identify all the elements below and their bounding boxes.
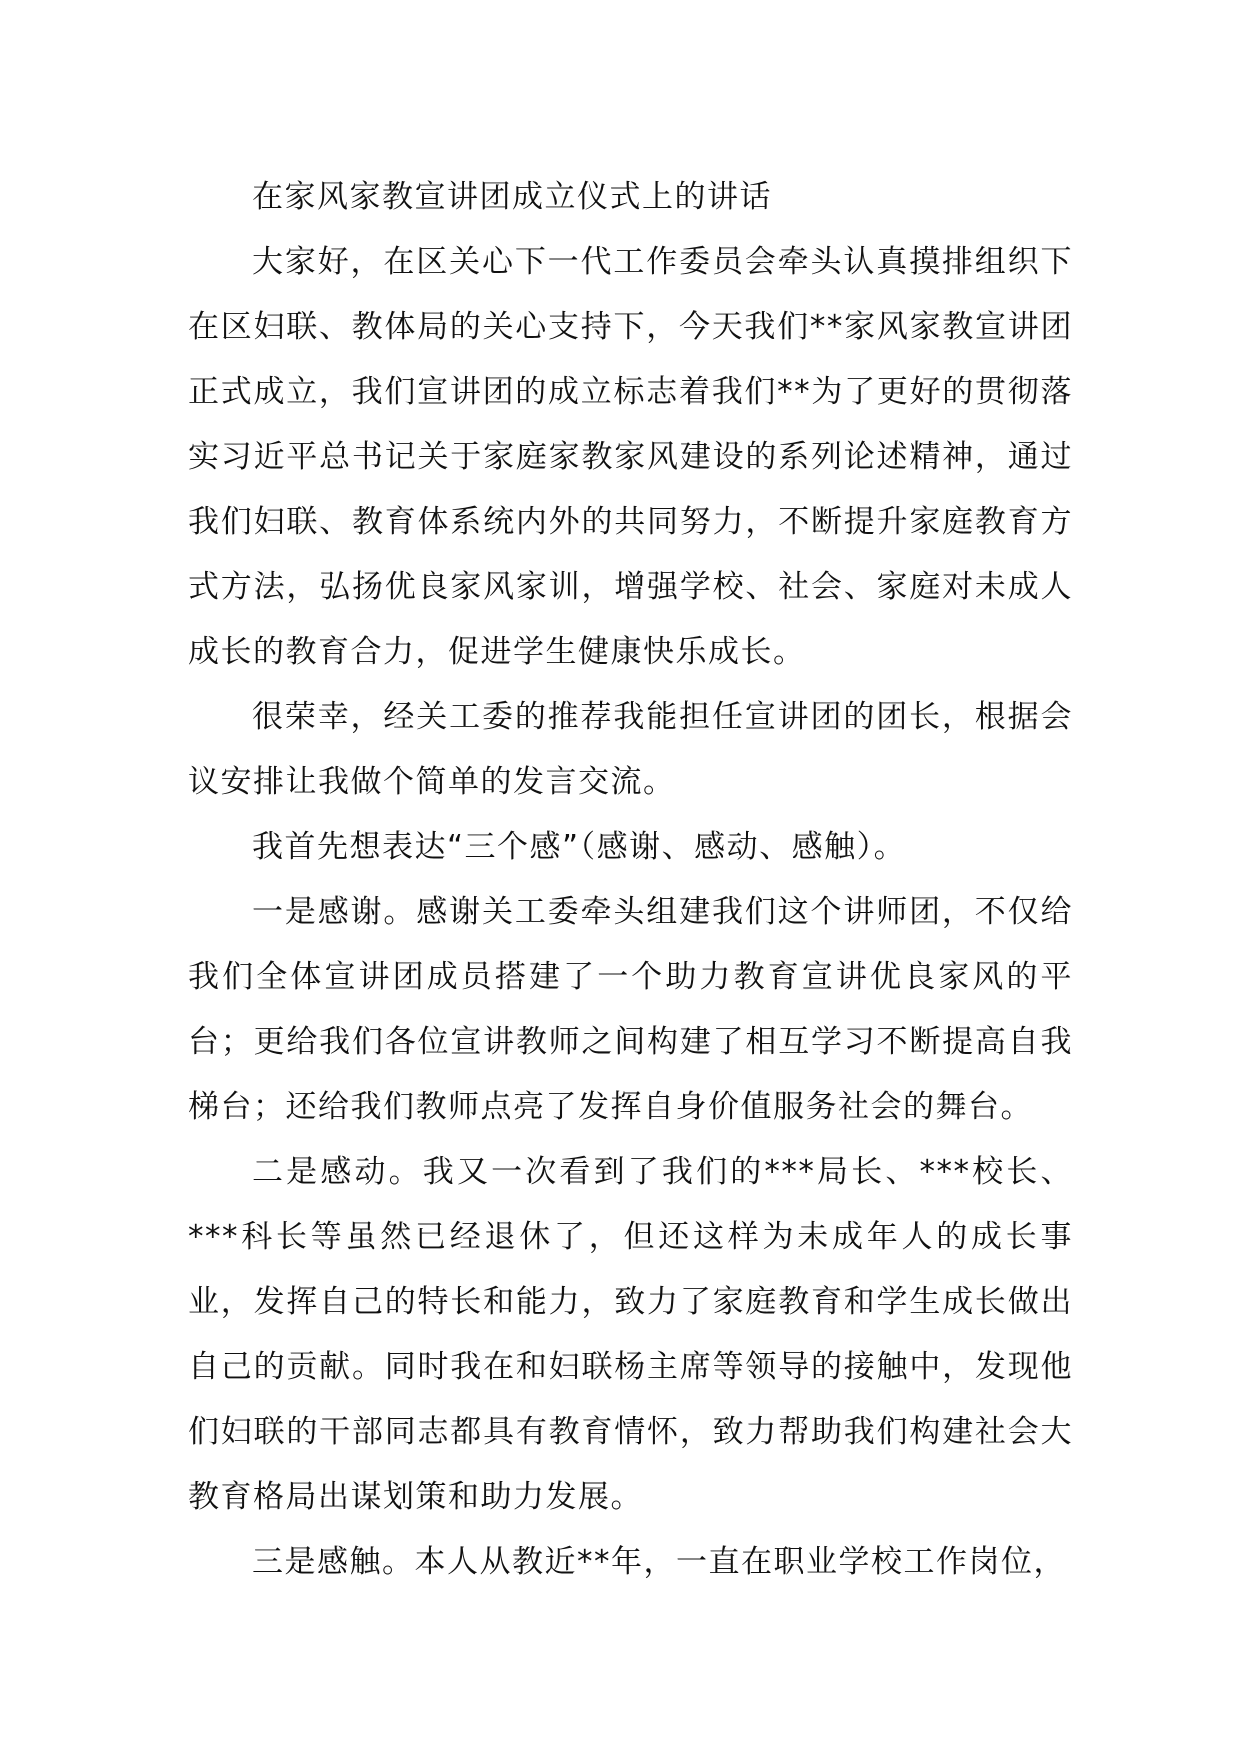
paragraph-greeting: 大家好，在区关心下一代工作委员会牵头认真摸排组织下在区妇联、教体局的关心支持下，今天我们**家风家教宣讲团正式成立，我们宣讲团的成立标志着我们**为了更好的贯彻落实习近平总书记关于家庭家教家风建设的系列论述精神，通过我们妇联、教育体系统内外的共同努力，不断提升家庭教育方式方法，弘扬优良家风家训，增强学校、社会、家庭对未成人成长的教育合力，促进学生健康快乐成长。: [188, 244, 1073, 670]
paragraph-moved: 二是感动。我又一次看到了我们的***局长、***校长、***科长等虽然已经退休了，但还这样为未成年人的成长事业，发挥自己的特长和能力，致力了家庭教育和学生成长做出自己的贡献。同时我在和妇联杨主席等领导的接触中，发现他们妇联的干部同志都具有教育情怀，致力帮助我们构建社会大教育格局出谋划策和助力发展。: [188, 1154, 1073, 1515]
paragraph-three-feelings: 我首先想表达“三个感”（感谢、感动、感触）。: [252, 829, 907, 865]
paragraph-honor: 很荣幸，经关工委的推荐我能担任宣讲团的团长，根据会议安排让我做个简单的发言交流。: [188, 699, 1073, 800]
paragraph-reflection: 三是感触。本人从教近**年，一直在职业学校工作岗位，: [252, 1544, 1066, 1580]
document-title: 在家风家教宣讲团成立仪式上的讲话: [252, 179, 772, 215]
paragraph-gratitude: 一是感谢。感谢关工委牵头组建我们这个讲师团，不仅给我们全体宣讲团成员搭建了一个助力教育宣讲优良家风的平台；更给我们各位宣讲教师之间构建了相互学习不断提高自我梯台；还给我们教师点亮了发挥自身价值服务社会的舞台。: [188, 894, 1073, 1125]
document-body: [188, 165, 1073, 1595]
